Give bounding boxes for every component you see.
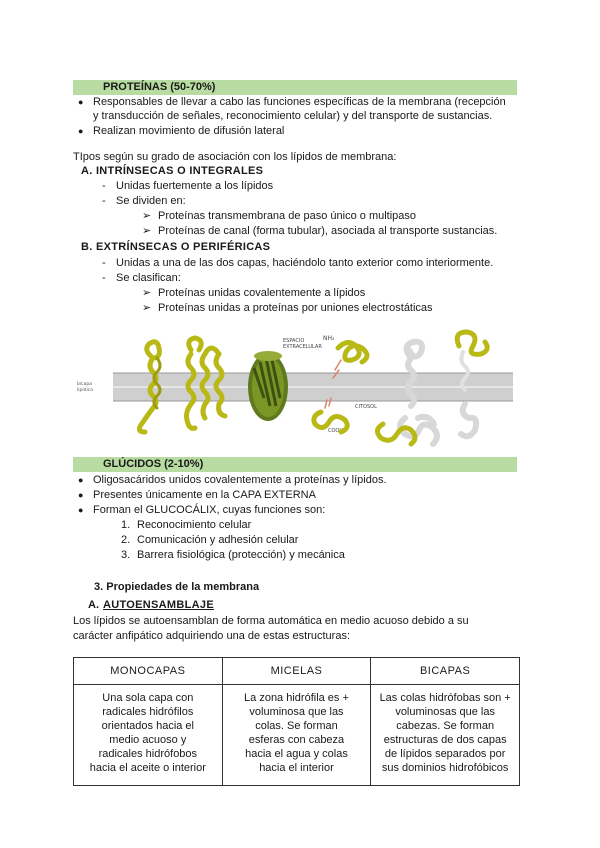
- arrow-icon: ➢: [142, 225, 152, 237]
- glucidos-bullet-3: Forman el GLUCOCÁLIX, cuyas funciones son:: [93, 504, 326, 516]
- extrinsecas-sub-2: Proteínas unidas a proteínas por uniones electrostáticas: [158, 302, 433, 314]
- intrinsecas-item-1: Unidas fuertemente a los lípidos: [116, 180, 274, 192]
- table-cell-monocapas: Una sola capa con radicales hidrófilos orientados hacia el medio acuoso y radicales hidrófobos hacia el aceite o interior: [74, 685, 223, 786]
- lipid-anchored-protein-bottom: [314, 398, 347, 432]
- label-extracelular-2: EXTRACELULAR: [283, 344, 322, 350]
- function-item: Comunicación y adhesión celular: [137, 534, 299, 546]
- propiedades-intro-2: carácter anfipático adquiriendo una de estas estructuras:: [73, 630, 350, 642]
- label-extracelular-1: ESPACIO: [283, 338, 305, 344]
- arrow-icon: ➢: [142, 302, 152, 314]
- dash: -: [102, 195, 106, 207]
- proteinas-bullet-1-line-1: Responsables de llevar a cabo las funciones específicas de la membrana (recepción: [93, 96, 506, 108]
- proteinas-bullet-2: Realizan movimiento de difusión lateral: [93, 125, 285, 137]
- propiedades-title: 3. Propiedades de la membrana: [94, 581, 260, 593]
- bullet-dot: ●: [78, 490, 84, 500]
- bullet-dot: ●: [78, 505, 84, 515]
- autoensamblaje-title: AUTOENSAMBLAJE: [103, 599, 214, 611]
- function-num: 1.: [121, 519, 131, 531]
- glucidos-bullet-1: Oligosacáridos unidos covalentemente a proteínas y lípidos.: [93, 474, 387, 486]
- table-header-bicapas: BICAPAS: [371, 658, 520, 685]
- extrinsecas-item-2: Se clasifican:: [116, 272, 181, 284]
- function-item: Reconocimiento celular: [137, 519, 252, 531]
- arrow-icon: ➢: [142, 210, 152, 222]
- label-bicapa-2: lipídica: [77, 388, 93, 393]
- membrane-protein-figure: [73, 328, 523, 453]
- tipos-intro: TIpos según su grado de asociación con los lípidos de membrana:: [73, 151, 397, 163]
- intrinsecas-sub-1: Proteínas transmembrana de paso único o multipaso: [158, 210, 417, 222]
- dash: -: [102, 272, 106, 284]
- table-row: [74, 685, 520, 786]
- glucidos-bullet-2: Presentes únicamente en la CAPA EXTERNA: [93, 489, 316, 501]
- structures-table: [73, 657, 520, 786]
- extrinsecas-item-1: Unidas a una de las dos capas, haciéndolo tanto exterior como interiormente.: [116, 257, 494, 269]
- function-num: 3.: [121, 549, 131, 561]
- label-cooh: COOH: [328, 428, 344, 434]
- label-bicapa-1: bicapa: [77, 382, 92, 387]
- extrinsecas-sub-1: Proteínas unidas covalentemente a lípidos: [158, 287, 366, 299]
- intrinsecas-title: A. INTRÍNSECAS O INTEGRALES: [81, 165, 264, 177]
- intrinsecas-sub-2: Proteínas de canal (forma tubular), asociada al transporte sustancias.: [158, 225, 498, 237]
- autoensamblaje-letter: A.: [88, 599, 99, 611]
- bullet-dot: ●: [78, 126, 84, 136]
- channel-protein: [248, 351, 288, 421]
- table-header-micelas: MICELAS: [222, 658, 371, 685]
- proteinas-heading: PROTEÍNAS (50-70%): [73, 80, 517, 95]
- intrinsecas-item-2: Se dividen en:: [116, 195, 186, 207]
- table-header-row: [74, 658, 520, 685]
- table-header-monocapas: MONOCAPAS: [74, 658, 223, 685]
- dash: -: [102, 180, 106, 192]
- proteinas-bullet-1-line-2: y transducción de señales, reconocimiento celular) y del transporte de sustancias.: [93, 110, 493, 122]
- bullet-dot: ●: [78, 97, 84, 107]
- extrinsecas-title: B. EXTRÍNSECAS O PERIFÉRICAS: [81, 241, 271, 253]
- propiedades-intro-1: Los lípidos se autoensamblan de forma automática en medio acuoso debido a su: [73, 615, 469, 627]
- label-nh2: NH₂: [323, 335, 335, 342]
- function-item: Barrera fisiológica (protección) y mecánica: [137, 549, 345, 561]
- label-citosol: CITOSOL: [355, 404, 377, 410]
- bullet-dot: ●: [78, 475, 84, 485]
- dash: -: [102, 257, 106, 269]
- function-num: 2.: [121, 534, 131, 546]
- table-cell-micelas: La zona hidrófila es + voluminosa que las colas. Se forman esferas con cabeza hacia el agua y colas hacia el interior: [222, 685, 371, 786]
- table-cell-bicapas: Las colas hidrófobas son + voluminosas que las cabezas. Se forman estructuras de dos capas de lípidos separados por sus dominios hidrofóbicos: [371, 685, 520, 786]
- peripheral-protein-grey-right: [461, 404, 476, 436]
- glucidos-heading: GLÚCIDOS (2-10%): [73, 457, 517, 472]
- arrow-icon: ➢: [142, 287, 152, 299]
